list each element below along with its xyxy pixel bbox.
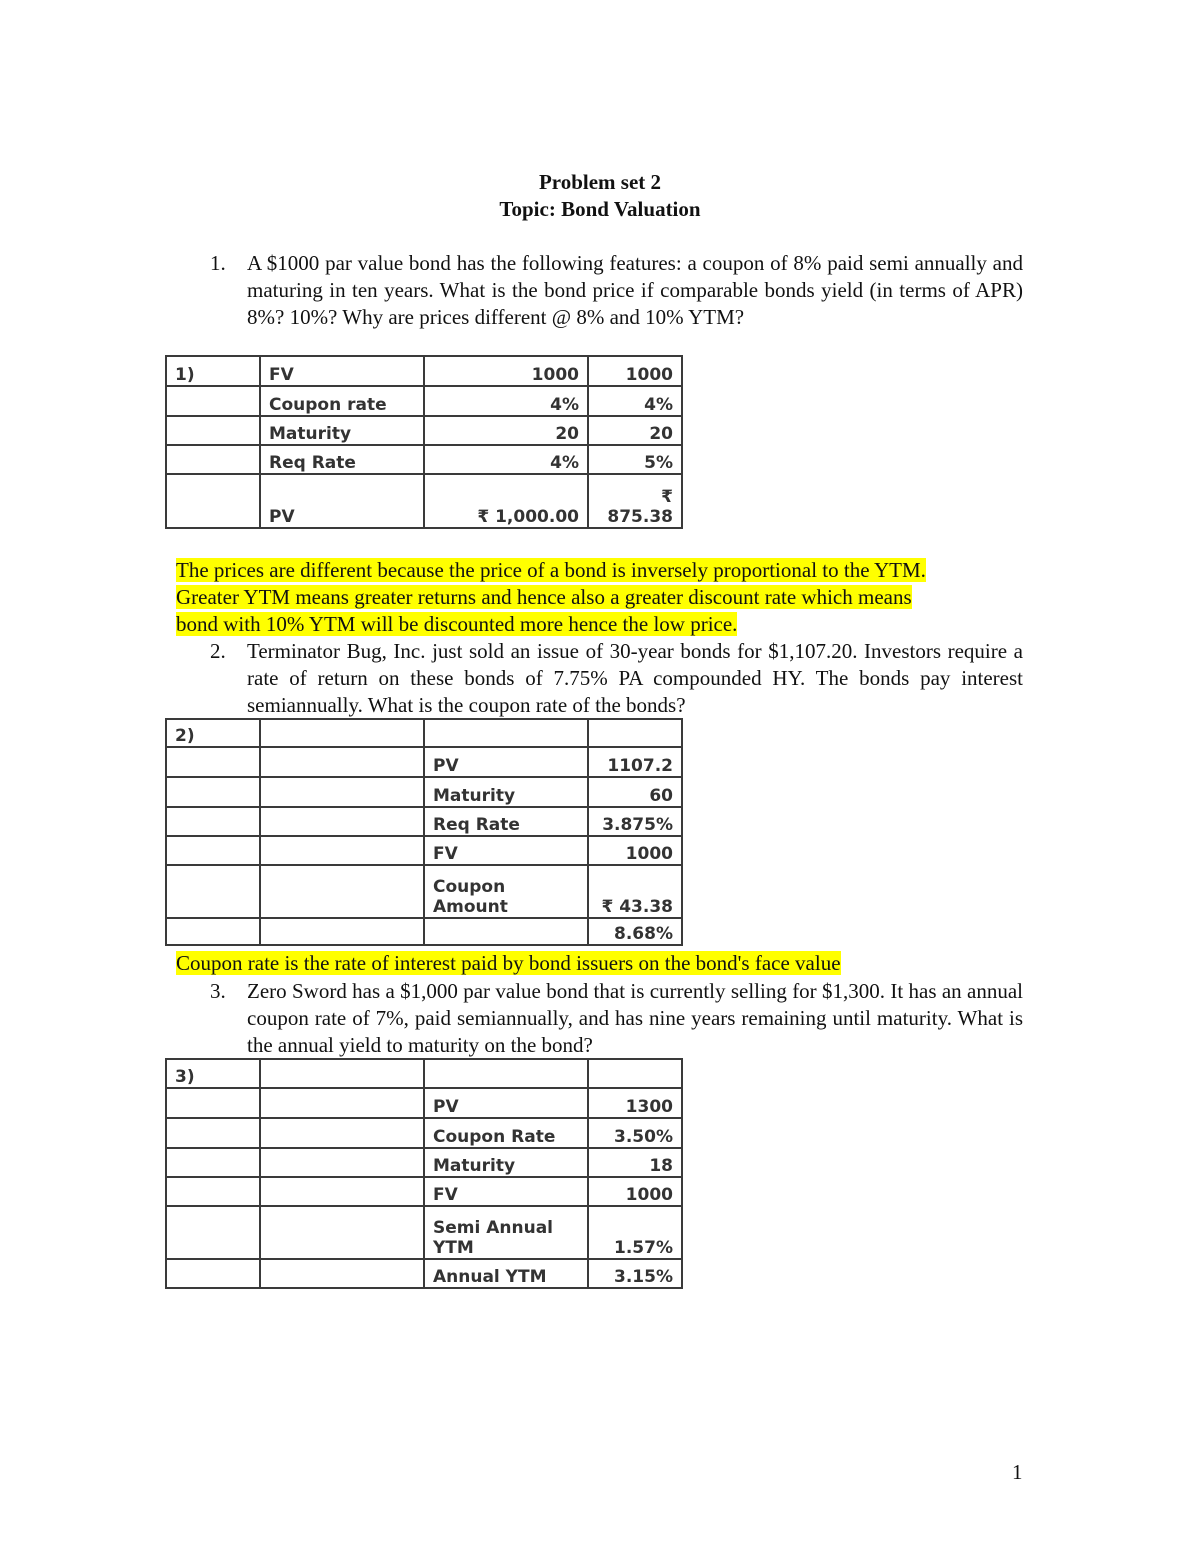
empty-cell <box>424 1059 588 1088</box>
highlight-line: The prices are different because the price of a bond is inversely proportional to the YTM. <box>176 558 926 582</box>
cell-value: 1000 <box>588 356 682 386</box>
empty-cell <box>260 777 424 807</box>
empty-cell <box>260 865 424 918</box>
cell-value: 8.68% <box>588 918 682 945</box>
cell-value: 1000 <box>588 1177 682 1206</box>
rupee-symbol: ₹ <box>661 487 673 507</box>
table-row <box>166 865 682 918</box>
table-q3 <box>165 1058 683 1289</box>
empty-cell <box>260 807 424 836</box>
table-row <box>166 719 682 747</box>
table-row <box>166 1148 682 1177</box>
table-label: 3) <box>166 1059 260 1088</box>
table-row <box>166 356 682 386</box>
empty-cell <box>166 918 260 945</box>
row-label: PV <box>424 1088 588 1118</box>
empty-cell <box>166 386 260 416</box>
row-label <box>424 1206 588 1259</box>
cell-value: 4% <box>424 445 588 474</box>
empty-cell <box>260 1118 424 1148</box>
empty-cell <box>166 1206 260 1259</box>
document-topic: Topic: Bond Valuation <box>499 197 701 221</box>
row-label: Maturity <box>424 1148 588 1177</box>
cell-value: ₹ 1,000.00 <box>424 474 588 528</box>
table-row <box>166 807 682 836</box>
question-3-text: Zero Sword has a $1,000 par value bond that is currently selling for $1,300. It has an annual coupon rate of 7%, paid semiannually, and has nine years remaining until maturity. What is the annual yield to maturity on the bond? <box>247 979 1023 1057</box>
row-label-line: YTM <box>433 1238 474 1258</box>
question-1-text: A $1000 par value bond has the following features: a coupon of 8% paid semi annually and maturing in ten years. What is the bond price if comparable bonds yield (in terms of APR) 8%? 10%? Why are prices different @ 8% and 10% YTM? <box>247 251 1023 329</box>
empty-cell <box>166 865 260 918</box>
question-number-3: 3. <box>210 979 226 1003</box>
empty-cell <box>260 747 424 777</box>
cell-value: 4% <box>424 386 588 416</box>
document-title: Problem set 2 <box>538 170 662 194</box>
cell-value: 4% <box>588 386 682 416</box>
empty-cell <box>260 918 424 945</box>
row-label-line: Amount <box>433 897 508 917</box>
table-row <box>166 445 682 474</box>
cell-value: ₹ 43.38 <box>588 865 682 918</box>
highlight-line: Greater YTM means greater returns and hence also a greater discount rate which means <box>176 585 912 609</box>
empty-cell <box>588 1059 682 1088</box>
row-label: PV <box>424 747 588 777</box>
empty-cell <box>166 474 260 528</box>
empty-cell <box>166 1148 260 1177</box>
row-label: Maturity <box>424 777 588 807</box>
empty-cell <box>166 747 260 777</box>
table-row <box>166 836 682 865</box>
cell-amount: 875.38 <box>607 507 673 527</box>
row-label: Annual YTM <box>424 1259 588 1288</box>
empty-cell <box>588 719 682 747</box>
cell-value: 60 <box>588 777 682 807</box>
table-label: 2) <box>166 719 260 747</box>
table-label: 1) <box>166 356 260 386</box>
cell-value: 1000 <box>588 836 682 865</box>
table-row <box>166 777 682 807</box>
empty-cell <box>260 1148 424 1177</box>
empty-cell <box>260 836 424 865</box>
empty-cell <box>166 836 260 865</box>
empty-cell <box>166 445 260 474</box>
table-row <box>166 918 682 945</box>
row-label-line: Coupon <box>433 877 506 897</box>
empty-cell <box>166 777 260 807</box>
question-2-text: Terminator Bug, Inc. just sold an issue of 30-year bonds for $1,107.20. Investors require a rate of return on these bonds of 7.75% PA compounded HY. The bonds pay interest semiannually. What is the coupon rate of the bonds? <box>247 639 1023 717</box>
table-row <box>166 747 682 777</box>
empty-cell <box>260 719 424 747</box>
cell-value <box>588 474 682 528</box>
row-label: Req Rate <box>424 807 588 836</box>
question-number-2: 2. <box>210 639 226 663</box>
table-q1 <box>165 355 683 529</box>
row-label: Coupon rate <box>260 386 424 416</box>
row-label: Req Rate <box>260 445 424 474</box>
cell-value: 1107.2 <box>588 747 682 777</box>
cell-value: 20 <box>424 416 588 445</box>
cell-value: 18 <box>588 1148 682 1177</box>
table-row <box>166 1118 682 1148</box>
table-row <box>166 1059 682 1088</box>
row-label: FV <box>424 1177 588 1206</box>
cell-value: 3.50% <box>588 1118 682 1148</box>
row-label-line: Semi Annual <box>433 1218 553 1238</box>
row-label: FV <box>424 836 588 865</box>
row-label: FV <box>260 356 424 386</box>
empty-cell <box>166 416 260 445</box>
empty-cell <box>260 1206 424 1259</box>
highlight-line: bond with 10% YTM will be discounted more hence the low price. <box>176 612 738 636</box>
cell-value: 20 <box>588 416 682 445</box>
table-row <box>166 416 682 445</box>
row-label: Maturity <box>260 416 424 445</box>
empty-cell <box>166 1118 260 1148</box>
empty-cell <box>166 1259 260 1288</box>
row-label <box>424 918 588 945</box>
empty-cell <box>260 1259 424 1288</box>
empty-cell <box>166 807 260 836</box>
cell-value: 3.875% <box>588 807 682 836</box>
table-row <box>166 386 682 416</box>
highlight-line: Coupon rate is the rate of interest paid by bond issuers on the bond's face value <box>176 951 841 975</box>
cell-value: 3.15% <box>588 1259 682 1288</box>
empty-cell <box>260 1177 424 1206</box>
table-row <box>166 1177 682 1206</box>
table-q2 <box>165 718 683 946</box>
cell-value: 1.57% <box>588 1206 682 1259</box>
page-number: 1 <box>1012 1460 1023 1484</box>
row-label <box>424 865 588 918</box>
question-number-1: 1. <box>210 251 226 275</box>
cell-value: 5% <box>588 445 682 474</box>
empty-cell <box>424 719 588 747</box>
table-row <box>166 1088 682 1118</box>
row-label: PV <box>260 474 424 528</box>
table-row <box>166 1259 682 1288</box>
cell-value: 1300 <box>588 1088 682 1118</box>
cell-value: 1000 <box>424 356 588 386</box>
table-row <box>166 474 682 528</box>
empty-cell <box>260 1059 424 1088</box>
empty-cell <box>166 1177 260 1206</box>
row-label: Coupon Rate <box>424 1118 588 1148</box>
table-row <box>166 1206 682 1259</box>
empty-cell <box>166 1088 260 1118</box>
empty-cell <box>260 1088 424 1118</box>
